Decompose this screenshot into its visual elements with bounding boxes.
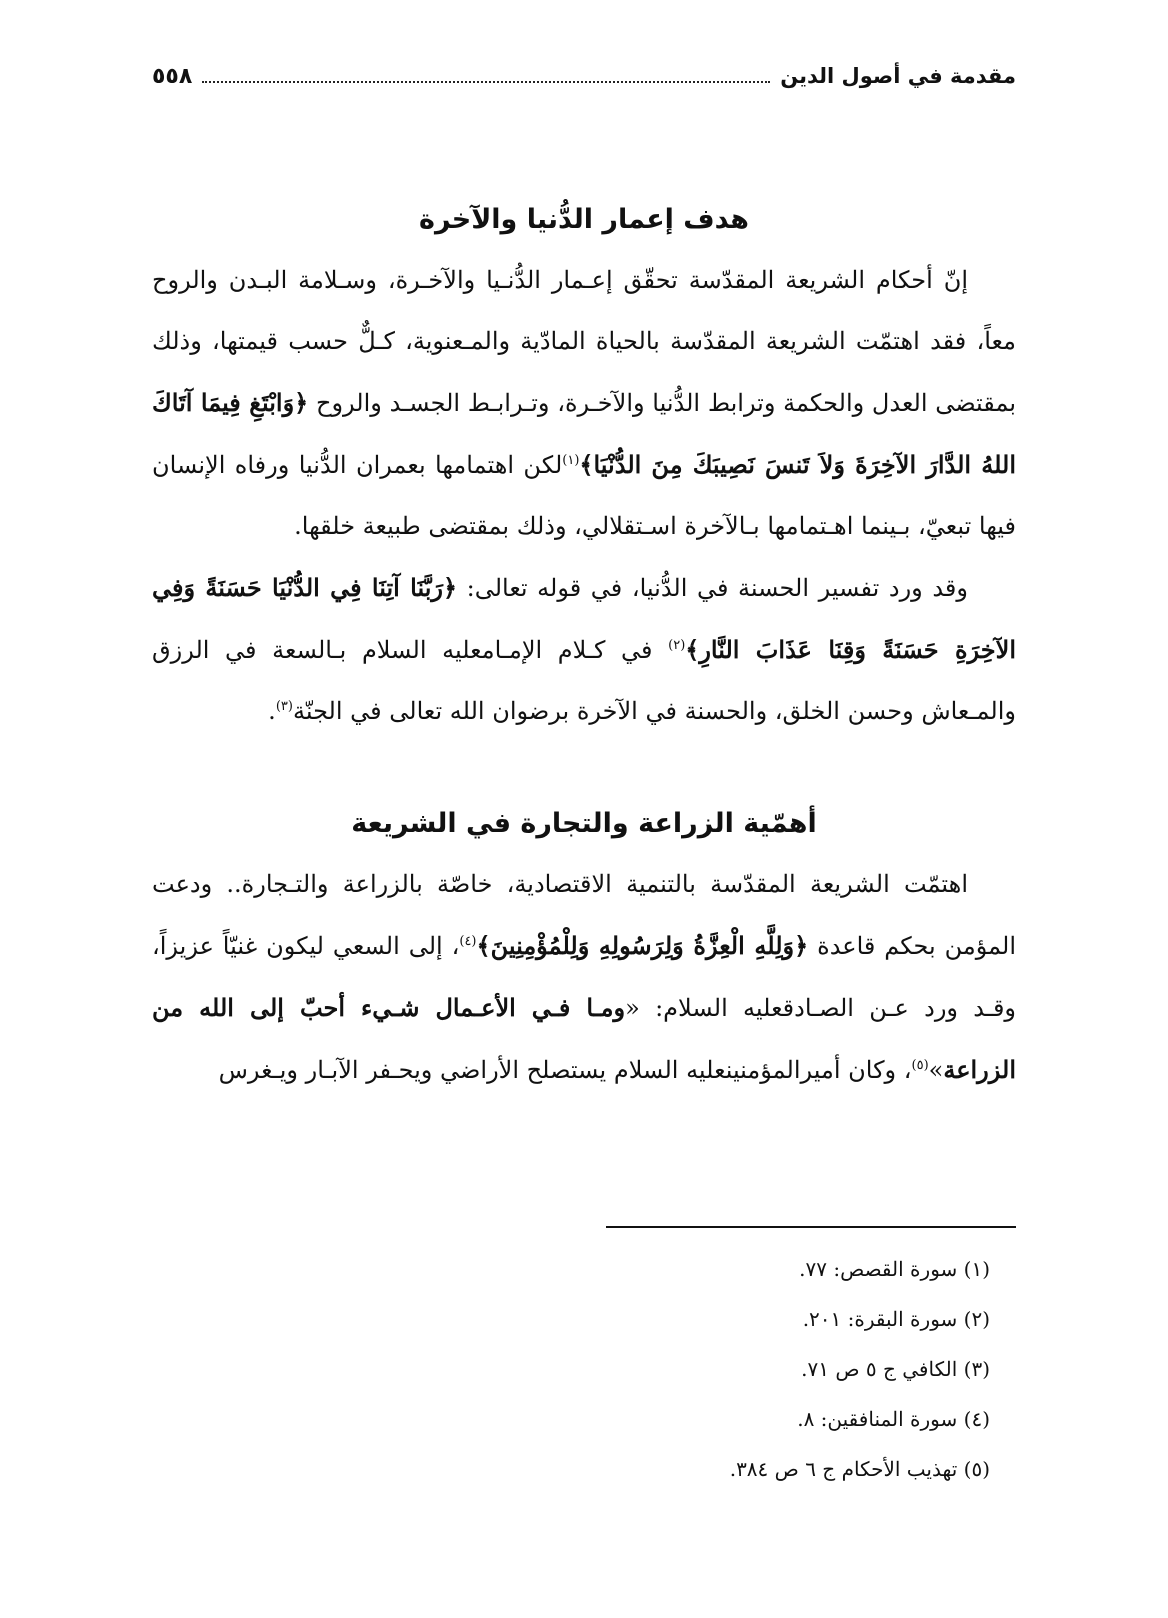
footnote-ref: (٤) xyxy=(459,934,477,949)
footnote: (٣) الكافي ج ٥ ص ٧١. xyxy=(801,1357,990,1381)
page-number: ٥٥٨ xyxy=(152,63,193,89)
paragraph-text: لكن اهتمامها بعمران الدُّنيا ورفاه الإنسان فيها تبعيّ، بـينما اهـتمامها بـالآخرة اسـتقلالي، وذلك بمقتضى طبيعة خلقها. xyxy=(152,451,1016,540)
section-heading-world-and-hereafter: هدف إعمار الدُّنيا والآخرة xyxy=(419,204,749,235)
paragraph-text: » xyxy=(928,1056,944,1084)
footnotes-list xyxy=(152,1244,990,1494)
footnote: (٤) سورة المنافقين: ٨. xyxy=(797,1407,990,1431)
dotted-leader xyxy=(202,81,770,83)
footnote-ref: (١) xyxy=(562,453,580,468)
paragraph-rulings xyxy=(152,250,1016,557)
paragraph-text: إنّ أحكام الشريعة المقدّسة تحقّق إعـمار الدُّنـيا والآخـرة، وسـلامة البـدن والروح معاً، فقد اهتمّت الشريعة المقدّسة بالحياة المادّية والمـعنوية، كـلٌّ حسب قيمتها، وذلك بمقتضى العدل والحكمة وترابط الدُّنيا والآخـرة، وتـرابـط الجسـد والروح xyxy=(152,266,1016,417)
footnote: (٢) سورة البقرة: ٢٠١. xyxy=(802,1307,990,1331)
running-title: مقدمة في أصول الدين xyxy=(780,64,1016,88)
paragraph-text: اهتمّت الشريعة المقدّسة بالتنمية الاقتصادية، خاصّة بالزراعة والتـجارة.. ودعت المؤمن بحكم قاعدة xyxy=(152,870,1016,960)
hadith-quote: ومـا فـي الأعـمال شـيء أحبّ إلى الله من الزراعة xyxy=(152,993,1016,1084)
footnote-ref: (٥) xyxy=(911,1058,929,1073)
paragraph-text: . xyxy=(268,697,276,725)
section-gap xyxy=(152,742,1016,794)
section-heading-agriculture-trade: أهمّية الزراعة والتجارة في الشريعة xyxy=(351,808,817,839)
page-body xyxy=(152,190,1016,1101)
paragraph-text: في كـلام الإمـامعليه السلام بـالسعة في الرزق والمـعاش وحسن الخلق، والحسنة في الآخرة برضوان الله تعالى في الجنّة xyxy=(152,636,1016,725)
footnote-ref: (٢) xyxy=(668,638,686,653)
quran-verse: ﴿رَبَّنَا آتِنَا فِي الدُّنْيَا حَسَنَةً وَفِي الآخِرَةِ حَسَنَةً وَقِنَا عَذَابَ النَّارِ﴾ xyxy=(152,573,1016,664)
footnote: (٥) تهذيب الأحكام ج ٦ ص ٣٨٤. xyxy=(729,1457,990,1481)
footnote-ref: (٣) xyxy=(275,699,293,714)
quran-verse: ﴿وَابْتَغِ فِيمَا آتَاكَ اللهُ الدَّارَ الآخِرَةَ وَلاَ تَنسَ نَصِيبَكَ مِنَ الدُّنْيَا﴾ xyxy=(152,388,1017,479)
paragraph-text: ، إلى السعي ليكون غنيّاً عزيزاً، وقـد ورد عـن الصـادقعليه السلام: « xyxy=(152,932,1016,1022)
paragraph-text: وقد ورد تفسير الحسنة في الدُّنيا، في قوله تعالى: xyxy=(457,574,968,602)
paragraph-good-interpretation xyxy=(152,557,1016,742)
footnote-separator xyxy=(606,1226,1016,1228)
paragraph-text: ، وكان أميرالمؤمنينعليه السلام يستصلح الأراضي ويحـفر الآبـار ويـغرس xyxy=(218,1056,912,1084)
paragraph-economic-development xyxy=(152,854,1016,1101)
footnote: (١) سورة القصص: ٧٧. xyxy=(799,1257,990,1281)
page-header xyxy=(152,56,1016,96)
quran-verse: ﴿وَلِلَّهِ الْعِزَّةُ وَلِرَسُولِهِ وَلِلْمُؤْمِنِينَ﴾ xyxy=(476,931,809,960)
